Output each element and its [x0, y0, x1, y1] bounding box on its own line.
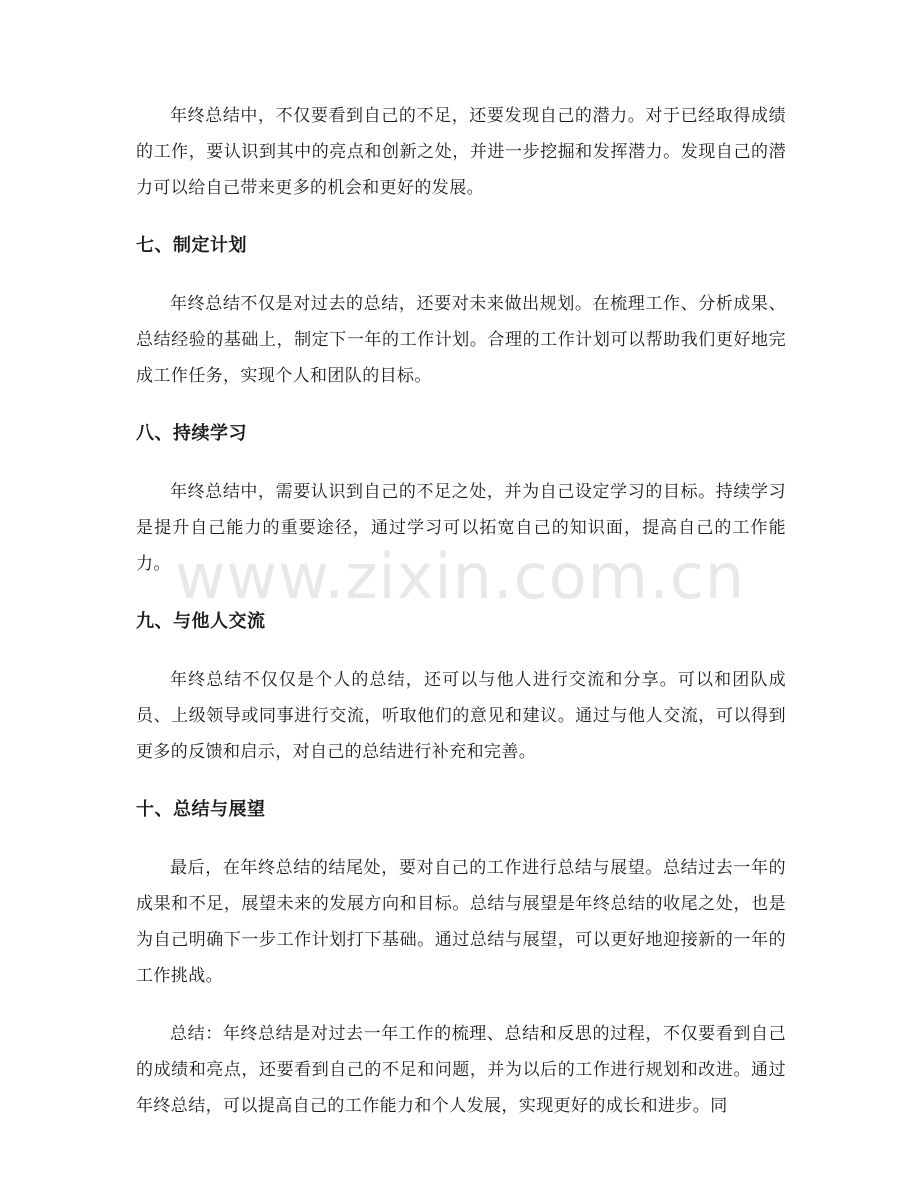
paragraph-communicate: 年终总结不仅仅是个人的总结，还可以与他人进行交流和分享。可以和团队成员、上级领导或同事进行交流，听取他们的意见和建议。通过与他人交流，可以得到更多的反馈和启示，对自己的总结进行补充和完善。 [136, 670, 786, 762]
heading-summary-outlook: 十、总结与展望 [136, 799, 266, 820]
document-body [136, 98, 786, 1146]
heading-continuous-learning: 八、持续学习 [136, 423, 247, 444]
paragraph-conclusion: 总结：年终总结是对过去一年工作的梳理、总结和反思的过程，不仅要看到自己的成绩和亮点，还要看到自己的不足和问题，并为以后的工作进行规划和改进。通过年终总结，可以提高自己的工作能力和个人发展，实现更好的成长和进步。同 [136, 1024, 786, 1116]
watermark: www.zixin.com.cn [174, 540, 746, 613]
heading-make-plan: 七、制定计划 [136, 235, 247, 256]
heading-communicate: 九、与他人交流 [136, 611, 266, 632]
paragraph-plan: 年终总结不仅是对过去的总结，还要对未来做出规划。在梳理工作、分析成果、总结经验的基础上，制定下一年的工作计划。合理的工作计划可以帮助我们更好地完成工作任务，实现个人和团队的目标。 [136, 294, 786, 386]
paragraph-learning: 年终总结中，需要认识到自己的不足之处，并为自己设定学习的目标。持续学习是提升自己能力的重要途径，通过学习可以拓宽自己的知识面，提高自己的工作能力。 [136, 482, 786, 574]
paragraph-potential: 年终总结中，不仅要看到自己的不足，还要发现自己的潜力。对于已经取得成绩的工作，要认识到其中的亮点和创新之处，并进一步挖掘和发挥潜力。发现自己的潜力可以给自己带来更多的机会和更好的发展。 [136, 106, 786, 198]
paragraph-outlook: 最后，在年终总结的结尾处，要对自己的工作进行总结与展望。总结过去一年的成果和不足，展望未来的发展方向和目标。总结与展望是年终总结的收尾之处，也是为自己明确下一步工作计划打下基础。通过总结与展望，可以更好地迎接新的一年的工作挑战。 [136, 858, 786, 986]
